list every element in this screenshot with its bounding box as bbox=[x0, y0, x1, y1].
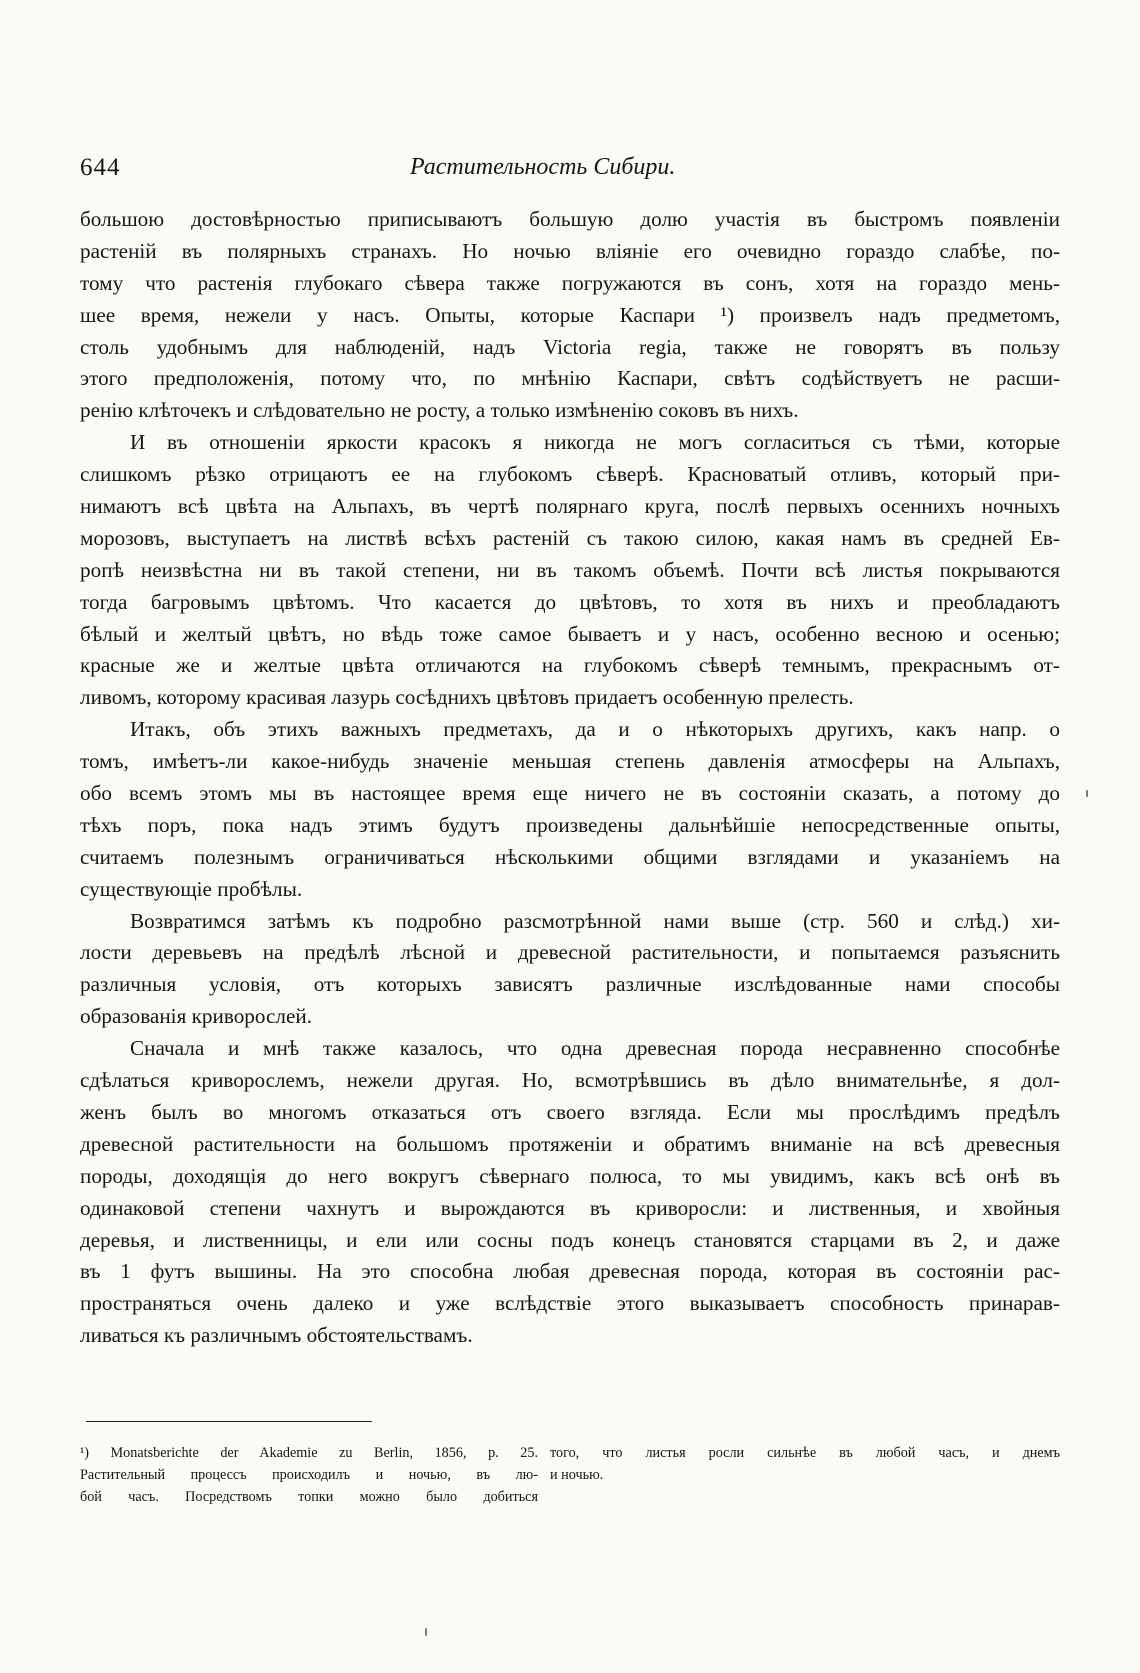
text-line: считаемъ полезнымъ ограничиваться нѣсколькими общими взглядами и указаніемъ на bbox=[80, 844, 1060, 869]
text-line: ливомъ, которому красивая лазурь сосѣднихъ цвѣтовъ придаетъ особенную прелесть. bbox=[80, 685, 854, 710]
footnote-line: того, что листья росли сильнѣе въ любой часъ, и днемъ bbox=[550, 1445, 1060, 1461]
page-number: 644 bbox=[80, 154, 121, 181]
text-line: деревья, и лиственницы, и ели или сосны подъ конецъ становятся старцами въ 2, и даже bbox=[80, 1227, 1060, 1252]
text-line: обо всемъ этомъ мы въ настоящее время еще ничего не въ состояніи сказать, а потому до bbox=[80, 781, 1060, 806]
text-line: растеній въ полярныхъ странахъ. Но ночью вліяніе его очевидно гораздо слабѣе, по- bbox=[80, 238, 1060, 263]
page-header bbox=[80, 146, 1060, 186]
text-line: образованія криворослей. bbox=[80, 1004, 313, 1029]
text-line: Возвратимся затѣмъ къ подробно разсмотрѣнной нами выше (стр. 560 и слѣд.) хи- bbox=[130, 908, 1060, 933]
text-line: столь удобнымъ для наблюденій, надъ Victoria regia, также не говорятъ въ пользу bbox=[80, 334, 1060, 359]
text-line: томъ, имѣетъ-ли какое-нибудь значеніе меньшая степень давленія атмосферы на Альпахъ, bbox=[80, 749, 1060, 774]
footnote-column-left bbox=[80, 1442, 538, 1508]
text-line: породы, доходящія до него вокругъ сѣвернаго полюса, то мы увидимъ, какъ всѣ онѣ въ bbox=[80, 1163, 1060, 1188]
text-line: одинаковой степени чахнутъ и вырождаются въ криворосли: и лиственныя, и хвойныя bbox=[80, 1195, 1060, 1220]
text-line: пространяться очень далеко и уже вслѣдствіе этого выказываетъ способность принарав- bbox=[80, 1291, 1060, 1316]
text-line: лости деревьевъ на предѣлѣ лѣсной и древесной растительности, и попытаемся разъяснить bbox=[80, 940, 1060, 965]
text-line: ливаться къ различнымъ обстоятельствамъ. bbox=[80, 1323, 473, 1348]
footnote-line: Растительный процессъ происходилъ и ночью, въ лю- bbox=[80, 1467, 538, 1483]
text-line: тѣхъ поръ, пока надъ этимъ будутъ произведены дальнѣйшіе непосредственные опыты, bbox=[80, 812, 1060, 837]
text-line: Итакъ, объ этихъ важныхъ предметахъ, да и о нѣкоторыхъ другихъ, какъ напр. о bbox=[130, 717, 1060, 742]
footnote-line: и ночью. bbox=[550, 1467, 604, 1483]
text-line: сдѣлаться криворослемъ, нежели другая. Но, всмотрѣвшись въ дѣло внимательнѣе, я дол- bbox=[80, 1068, 1060, 1093]
book-page bbox=[80, 146, 1060, 1505]
paper-speck bbox=[425, 1628, 427, 1636]
text-line: морозовъ, выступаетъ на листвѣ всѣхъ растеній съ такою силою, какая намъ въ средней Ев- bbox=[80, 525, 1060, 550]
text-line: этого предположенія, потому что, по мнѣнію Каспари, свѣтъ содѣйствуетъ не расши- bbox=[80, 366, 1060, 391]
text-line: шее время, нежели у насъ. Опыты, которые Каспари ¹) произвелъ надъ предметомъ, bbox=[80, 302, 1060, 327]
text-line: тогда багровымъ цвѣтомъ. Что касается до цвѣтовъ, то хотя въ нихъ и преобладаютъ bbox=[80, 589, 1060, 614]
text-line: большою достовѣрностью приписываютъ большую долю участія въ быстромъ появленіи bbox=[80, 207, 1060, 231]
text-line: ропѣ неизвѣстна ни въ такой степени, ни въ такомъ объемѣ. Почти всѣ листья покрываются bbox=[80, 557, 1060, 582]
text-line: тому что растенія глубокаго сѣвера также погружаются въ сонъ, хотя на гораздо мень- bbox=[80, 270, 1060, 295]
text-line: женъ былъ во многомъ отказаться отъ своего взгляда. Если мы прослѣдимъ предѣлъ bbox=[80, 1099, 1060, 1124]
running-title: Растительность Сибири. bbox=[410, 154, 676, 180]
text-line: слишкомъ рѣзко отрицаютъ ее на глубокомъ сѣверѣ. Красноватый отливъ, который при- bbox=[80, 462, 1060, 487]
text-line: нимаютъ всѣ цвѣта на Альпахъ, въ чертѣ полярнаго круга, послѣ первыхъ осеннихъ ночныхъ bbox=[80, 494, 1060, 519]
footnote-column-right bbox=[550, 1442, 1060, 1486]
text-line: И въ отношеніи яркости красокъ я никогда не могъ согласиться съ тѣми, которые bbox=[130, 430, 1060, 455]
footnote-line: ¹) Monatsberichte der Akademie zu Berlin, 1856, p. 25. bbox=[80, 1445, 538, 1461]
text-line: древесной растительности на большомъ протяженіи и обратимъ вниманіе на всѣ древесныя bbox=[80, 1131, 1060, 1156]
text-line: существующіе пробѣлы. bbox=[80, 876, 303, 901]
paper-speck bbox=[1086, 790, 1088, 797]
text-line: красные же и желтые цвѣта отличаются на глубокомъ сѣверѣ темнымъ, прекраснымъ от- bbox=[80, 653, 1060, 678]
text-line: ренію клѣточекъ и слѣдовательно не росту, а только измѣненію соковъ въ нихъ. bbox=[80, 398, 799, 423]
footnote-divider bbox=[86, 1421, 372, 1422]
footnote-line: бой часъ. Посредствомъ топки можно было добиться bbox=[80, 1489, 538, 1505]
text-line: въ 1 футъ вышины. На это способна любая древесная порода, которая въ состояніи рас- bbox=[80, 1259, 1060, 1284]
text-line: бѣлый и желтый цвѣтъ, но вѣдь тоже самое бываетъ и у насъ, особенно весною и осенью; bbox=[80, 621, 1060, 646]
text-line: Сначала и мнѣ также казалось, что одна древесная порода несравненно способнѣе bbox=[130, 1036, 1060, 1061]
body-text bbox=[80, 204, 1060, 1352]
text-line: различныя условія, отъ которыхъ зависятъ различные изслѣдованные нами способы bbox=[80, 972, 1060, 997]
